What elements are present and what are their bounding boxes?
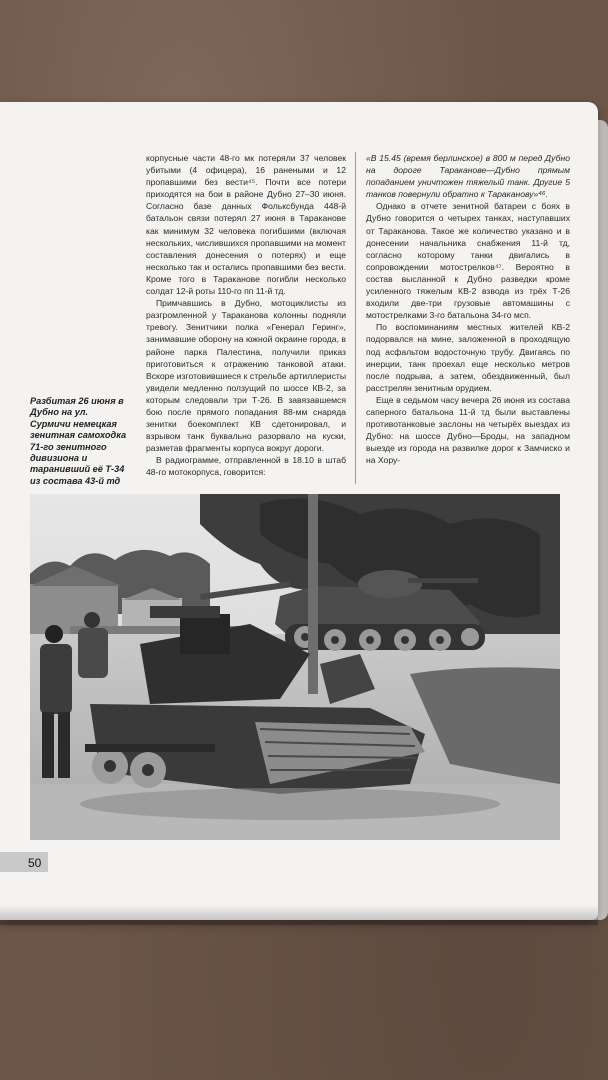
paragraph: корпусные части 48-го мк потеряли 37 человек убитыми (4 офицера), 16 ранеными и 12 пропавшими без вести⁴⁵. Почти все потери приходятся на бои в районе Дубно 27–30 июня. Согласно базе данных Фольксбунда 448-й батальон связи потерял 27 июня в Тараканове как минимум 32 человека погибшими (включая нескольких, числившихся пропавшими на момент составления донесения о потерях) и еще несколько так и остались пропавшими без вести. Кроме того в Тараканове погибли несколько солдат 12-й роты 110-го пп 11-й тд. bbox=[146, 153, 346, 297]
paragraph: В радиограмме, отправленной в 18.10 в штаб 48-го мотокорпуса, говорится: bbox=[146, 455, 346, 478]
paragraph: По воспоминаниям местных жителей КВ-2 подорвался на мине, заложенной в проходящую под асфальтом водосточную трубу. Двигаясь по инерции, танк проехал еще несколько метров после подрыва, а затем, обездвиженный, был расстрелян зенитным орудием. bbox=[366, 322, 570, 393]
text-column-left bbox=[146, 152, 346, 479]
page-shadow bbox=[0, 905, 598, 925]
column-gutter bbox=[355, 152, 356, 484]
text-column-right bbox=[366, 152, 570, 466]
paragraph: Однако в отчете зенитной батареи с боях в Дубно говорится о четырех танках, наступавших от Тараканова. Такое же количество указано и в донесении начальника снабжения 11-й тд, согласно которому танки двигались в сопровождении мотострелков⁴⁷. Вероятно в состав высланной к Дубно разведки кроме усиленного тяжелым КВ-2 взвода из трёх Т-26 входили две-три грузовые автомашины с мотострелками 3-го батальона 34-го мсп. bbox=[366, 201, 570, 321]
photo-caption: Разбитая 26 июня в Дубно на ул. Сурмичи немецкая зенитная самоходка 71-го зенитного дивизиона и таранивший её Т-34 из состава 43-й тд bbox=[30, 396, 127, 486]
page-number: 50 bbox=[28, 856, 42, 870]
paragraph: Еще в седьмом часу вечера 26 июня из состава саперного батальона 11-й тд были выставлены противотанковые заслоны на четырёх выездах из Дубно: на шоссе Дубно—Броды, на западном выезде из города на развилке дорог к Замчиско и на Хору- bbox=[366, 394, 570, 466]
historical-photo bbox=[30, 494, 560, 840]
paragraph: Примчавшись в Дубно, мотоциклисты из разгромленной у Тараканова колонны подняли тревогу. Зенитчики полка «Генерал Геринг», занимавшие оборону на южной окраине города, в районе парка Палестина, получили приказ приготовиться к отражению танковой атаки. Вскоре изготовившиеся к стрельбе артиллеристы увидели медленно ползущий по шоссе КВ-2, за которым следовали три Т-26. В завязавшемся бою после прямого попадания 88-мм снаряда зенитки боекомплект КВ сдетонировал, и взрывом танк буквально разорвало на куски, разметав фрагменты корпуса вокруг дороги. bbox=[146, 298, 346, 454]
quote-paragraph: «В 15.45 (время берлинское) в 800 м перед Дубно на дороге Тараканове—Дубно прямым попаданием уничтожен тяжелый танк. Другие 5 танков повернули обратно к Тараканову»⁴⁶. bbox=[366, 153, 570, 200]
